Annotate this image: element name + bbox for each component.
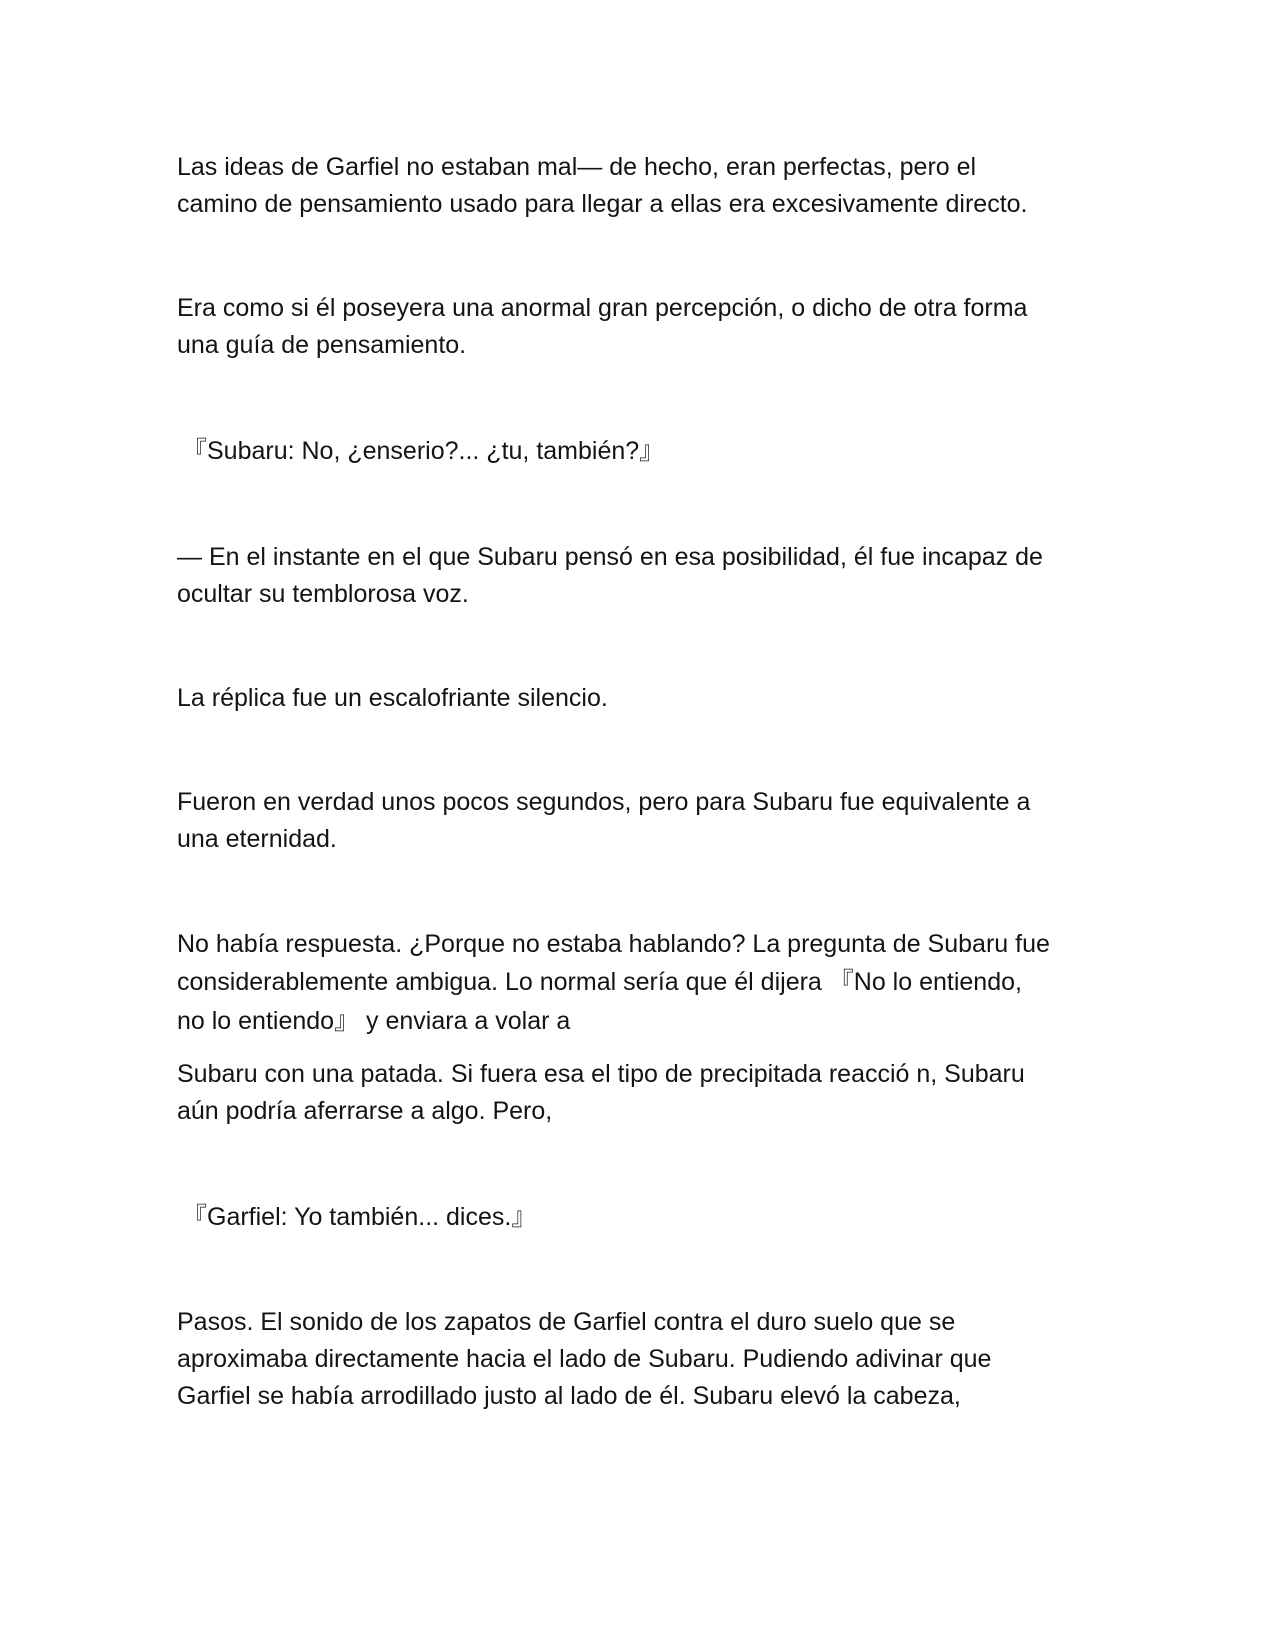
text-line: Fueron en verdad unos pocos segundos, pero para Subaru fue equivalente a (177, 788, 1031, 816)
text-line: una guía de pensamiento. (177, 331, 467, 359)
dialogue-line: 『Garfiel: Yo también... dices.』 (182, 1203, 537, 1231)
text-line: considerablemente ambigua. Lo normal sería que él dijera 『No lo entiendo, (177, 968, 1022, 996)
text-line: Garfiel se había arrodillado justo al lado de él. Subaru elevó la cabeza, (177, 1382, 961, 1410)
text-line: La réplica fue un escalofriante silencio. (177, 684, 608, 712)
text-line: — En el instante en el que Subaru pensó en esa posibilidad, él fue incapaz de (177, 543, 1043, 571)
text-line: Subaru con una patada. Si fuera esa el tipo de precipitada reacció n, Subaru (177, 1060, 1025, 1088)
text-line: camino de pensamiento usado para llegar a ellas era excesivamente directo. (177, 190, 1028, 218)
text-line: aún podría aferrarse a algo. Pero, (177, 1097, 553, 1125)
text-line: Las ideas de Garfiel no estaban mal— de hecho, eran perfectas, pero el (177, 153, 977, 181)
text-line: Pasos. El sonido de los zapatos de Garfiel contra el duro suelo que se (177, 1308, 956, 1336)
text-line: No había respuesta. ¿Porque no estaba hablando? La pregunta de Subaru fue (177, 930, 1050, 958)
text-line: Era como si él poseyera una anormal gran percepción, o dicho de otra forma (177, 294, 1028, 322)
text-line: aproximaba directamente hacia el lado de Subaru. Pudiendo adivinar que (177, 1345, 992, 1373)
text-line: una eternidad. (177, 825, 337, 853)
text-line: no lo entiendo』 y enviara a volar a (177, 1007, 571, 1035)
text-line: ocultar su temblorosa voz. (177, 580, 469, 608)
dialogue-line: 『Subaru: No, ¿enserio?... ¿tu, también?』 (182, 437, 665, 465)
